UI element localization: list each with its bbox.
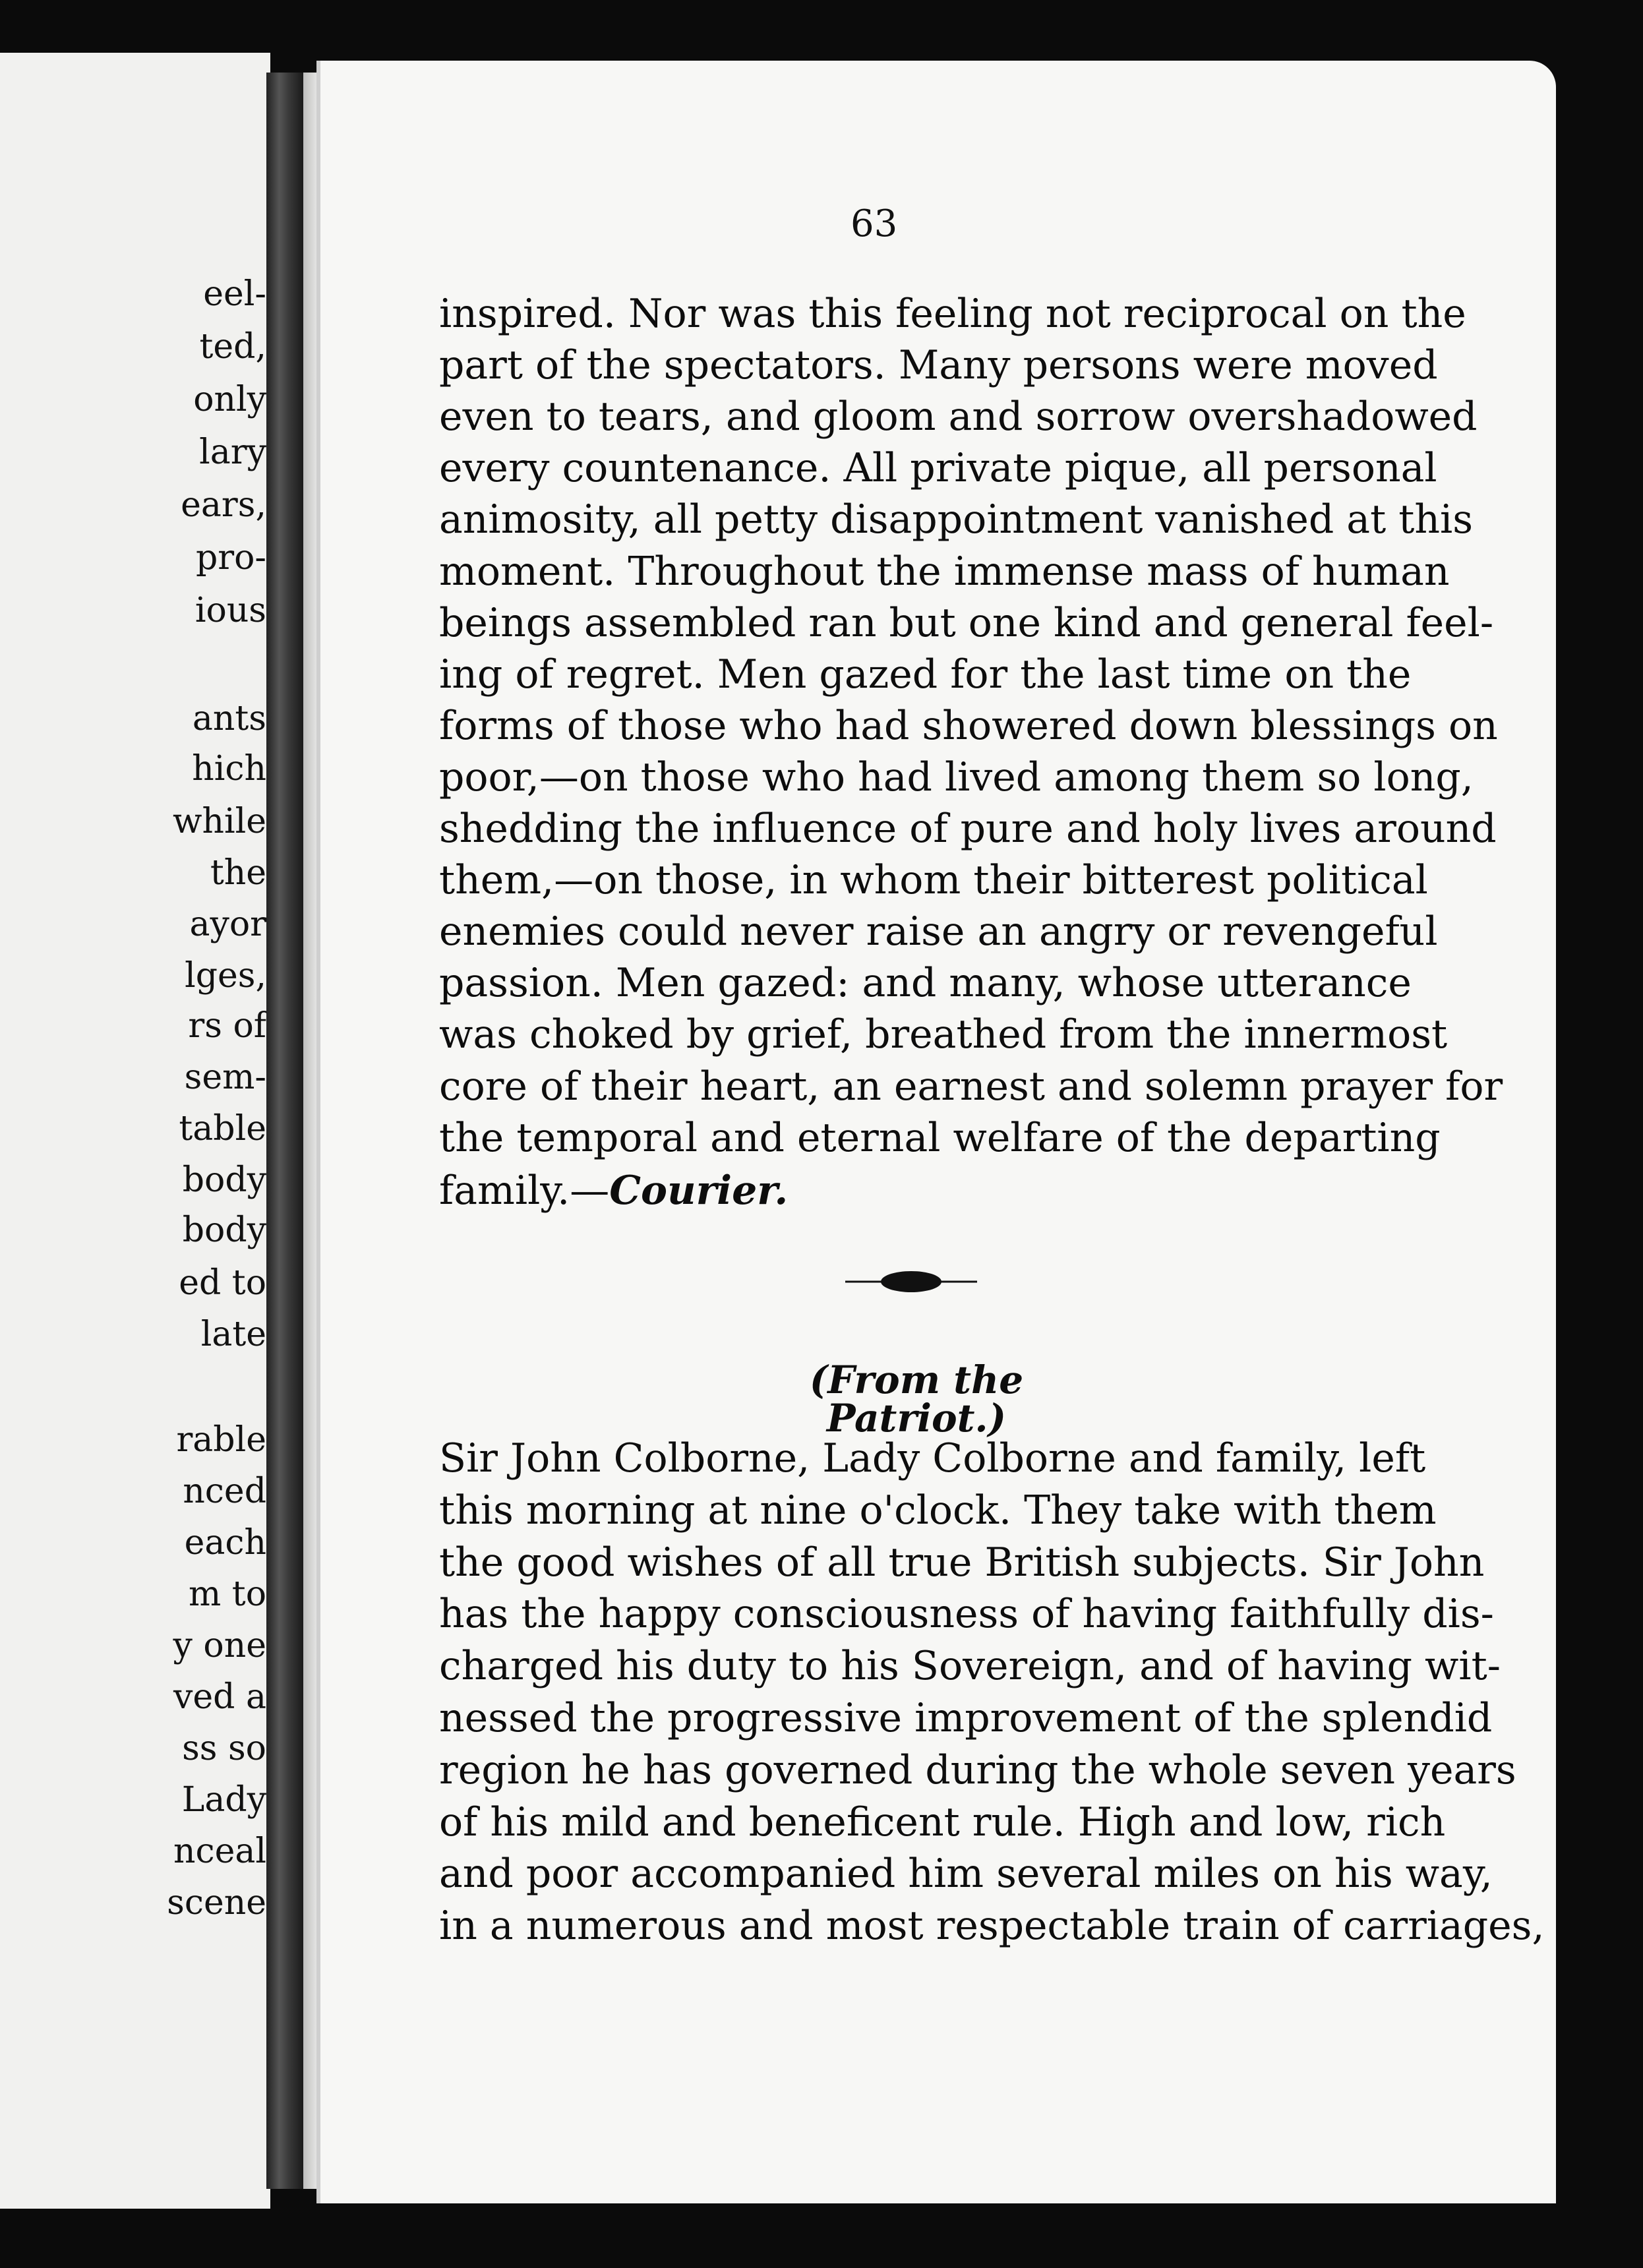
text-line: was choked by grief, breathed from the innermost bbox=[439, 1011, 1448, 1058]
left-page-line: table bbox=[179, 1109, 266, 1149]
left-page-line: rs of bbox=[188, 1006, 266, 1046]
left-page-line: late bbox=[200, 1315, 266, 1354]
text-line: beings assembled ran but one kind and general feel- bbox=[439, 599, 1494, 646]
text-line: even to tears, and gloom and sorrow overshadowed bbox=[439, 394, 1478, 440]
left-page-line: nced bbox=[183, 1472, 266, 1511]
page-number: 63 bbox=[851, 202, 898, 245]
text-line: region he has governed during the whole seven years bbox=[439, 1746, 1516, 1793]
left-page-line: body bbox=[182, 1160, 266, 1200]
text-line: has the happy consciousness of having faithfully dis- bbox=[439, 1591, 1494, 1638]
text-line: animosity, all petty disappointment vanished at this bbox=[439, 496, 1473, 543]
left-page-line: ed to bbox=[179, 1263, 266, 1303]
left-page-line: lges, bbox=[185, 956, 266, 996]
left-page-line: ted, bbox=[199, 327, 266, 367]
left-page-line: Lady bbox=[181, 1780, 266, 1820]
text-line: the temporal and eternal welfare of the departing bbox=[439, 1114, 1441, 1161]
left-page-line: ears, bbox=[181, 485, 266, 525]
left-page-line: rable bbox=[176, 1420, 266, 1460]
left-page-line: ants bbox=[192, 699, 266, 738]
paragraph-courier-last-line bbox=[439, 1168, 1383, 1214]
text-line: moment. Throughout the immense mass of human bbox=[439, 548, 1450, 595]
left-page-line: ayor bbox=[189, 905, 266, 944]
text-line: in a numerous and most respectable train of carriages, bbox=[439, 1903, 1545, 1950]
text-line: every countenance. All private pique, all personal bbox=[439, 445, 1437, 492]
left-page-line: y one bbox=[173, 1626, 266, 1665]
left-page-line: hich bbox=[192, 749, 266, 789]
text-line: of his mild and beneficent rule. High and low, rich bbox=[439, 1799, 1446, 1845]
text-line: enemies could never raise an angry or revengeful bbox=[439, 909, 1438, 955]
left-page-line: scene bbox=[167, 1883, 266, 1923]
ornament-divider bbox=[845, 1267, 977, 1296]
text-line: core of their heart, an earnest and solemn prayer for bbox=[439, 1063, 1503, 1110]
left-page-line: pro- bbox=[195, 538, 266, 578]
left-page-line: ved a bbox=[173, 1677, 266, 1717]
left-page-line: m to bbox=[188, 1574, 266, 1614]
left-page-line: ious bbox=[194, 591, 266, 630]
book-gutter-edge bbox=[303, 73, 318, 2189]
text-line: shedding the influence of pure and holy lives around bbox=[439, 806, 1497, 852]
left-page-line: nceal bbox=[173, 1832, 266, 1871]
section-heading: (From the Patriot.) bbox=[809, 1358, 1024, 1441]
text-line: inspired. Nor was this feeling not reciprocal on the bbox=[439, 291, 1466, 337]
last-line-text: family.— bbox=[439, 1168, 610, 1214]
attribution-courier: Courier. bbox=[609, 1168, 789, 1214]
left-page-line: each bbox=[184, 1523, 266, 1563]
text-line: them,—on those, in whom their bitterest political bbox=[439, 857, 1428, 904]
text-line: nessed the progressive improvement of the splendid bbox=[439, 1695, 1493, 1741]
text-line: Sir John Colborne, Lady Colborne and family, left bbox=[439, 1435, 1426, 1481]
text-line: ing of regret. Men gazed for the last time on the bbox=[439, 651, 1412, 698]
left-page-line: ss so bbox=[182, 1729, 266, 1768]
left-page-line: sem- bbox=[184, 1058, 266, 1097]
text-line: forms of those who had showered down blessings on bbox=[439, 702, 1498, 749]
text-line: the good wishes of all true British subjects. Sir John bbox=[439, 1539, 1485, 1586]
left-page-line: eel- bbox=[203, 274, 266, 314]
left-facing-page bbox=[0, 53, 270, 2209]
text-line: passion. Men gazed: and many, whose utterance bbox=[439, 960, 1412, 1007]
text-line: and poor accompanied him several miles on his way, bbox=[439, 1851, 1493, 1897]
left-page-line: the bbox=[210, 853, 266, 893]
text-line: part of the spectators. Many persons were moved bbox=[439, 342, 1438, 389]
left-page-line: while bbox=[172, 802, 266, 841]
book-gutter bbox=[266, 73, 303, 2189]
text-line: poor,—on those who had lived among them so long, bbox=[439, 754, 1474, 800]
left-page-line: body bbox=[182, 1210, 266, 1250]
left-page-line: only bbox=[193, 380, 266, 419]
left-page-line: lary bbox=[199, 433, 266, 472]
text-line: charged his duty to his Sovereign, and of having wit- bbox=[439, 1643, 1501, 1690]
text-line: this morning at nine o'clock. They take with them bbox=[439, 1487, 1437, 1534]
